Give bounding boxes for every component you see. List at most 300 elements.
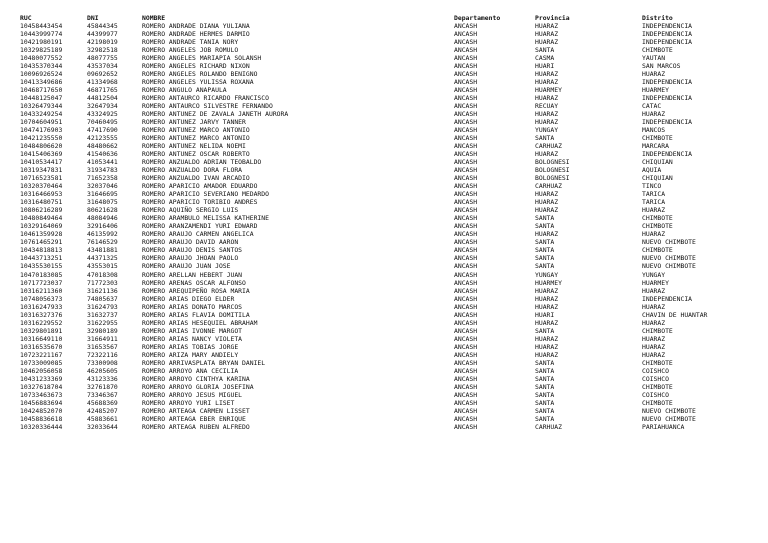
cell-dni: 71652358: [87, 174, 118, 183]
cell-nombre: ROMERO ARIZA MARY ANDIELY: [142, 350, 239, 359]
cell-provincia: SANTA: [535, 134, 555, 143]
cell-provincia: HUARI: [535, 310, 555, 319]
cell-provincia: HUARMEY: [535, 278, 562, 287]
cell-dni: 41334968: [87, 78, 118, 87]
cell-departamento: ANCASH: [454, 334, 478, 343]
cell-ruc: 10448125047: [20, 94, 63, 103]
cell-dni: 32037046: [87, 182, 118, 191]
cell-departamento: ANCASH: [454, 22, 478, 31]
cell-provincia: HUARAZ: [535, 342, 559, 351]
cell-dni: 74805637: [87, 294, 118, 303]
cell-departamento: ANCASH: [454, 86, 478, 95]
cell-dni: 31648075: [87, 198, 118, 207]
cell-ruc: 10474176903: [20, 126, 63, 135]
cell-ruc: 10458836618: [20, 414, 63, 423]
cell-distrito: HUARAZ: [642, 342, 666, 351]
cell-departamento: ANCASH: [454, 142, 478, 151]
cell-provincia: HUARAZ: [535, 30, 559, 39]
cell-ruc: 10470183085: [20, 270, 63, 279]
table-row: [20, 38, 762, 46]
header-distrito: Distrito: [642, 14, 673, 22]
cell-provincia: HUARAZ: [535, 230, 559, 239]
table-row: [20, 166, 762, 174]
cell-departamento: ANCASH: [454, 46, 478, 55]
cell-departamento: ANCASH: [454, 54, 478, 63]
cell-dni: 72322116: [87, 350, 118, 359]
cell-provincia: SANTA: [535, 222, 555, 231]
cell-distrito: CHIMBOTE: [642, 326, 673, 335]
cell-nombre: ROMERO ARIAS FLAVIA DOMITILA: [142, 310, 250, 319]
cell-provincia: YUNGAY: [535, 126, 559, 135]
cell-nombre: ROMERO ANTAURCO SILVESTRE FERNANDO: [142, 102, 273, 111]
table-row: [20, 279, 762, 287]
cell-nombre: ROMERO ANGULO ANAPAULA: [142, 86, 227, 95]
cell-ruc: 10456883694: [20, 398, 63, 407]
cell-ruc: 10806216289: [20, 206, 63, 215]
records-table: [20, 14, 762, 431]
cell-ruc: 10319347831: [20, 166, 63, 175]
cell-departamento: ANCASH: [454, 38, 478, 47]
cell-provincia: BOLOGNESI: [535, 174, 570, 183]
cell-distrito: HUARAZ: [642, 302, 666, 311]
cell-distrito: CHIMBOTE: [642, 214, 673, 223]
cell-departamento: ANCASH: [454, 286, 478, 295]
table-row: [20, 238, 762, 246]
cell-ruc: 10327618704: [20, 382, 63, 391]
cell-distrito: SAN MARCOS: [642, 62, 681, 71]
cell-provincia: HUARAZ: [535, 38, 559, 47]
cell-nombre: ROMERO AREQUIPEÑO ROSA MARIA: [142, 286, 250, 295]
cell-nombre: ROMERO ARIAS TOBIAS JORGE: [142, 342, 239, 351]
cell-distrito: INDEPENDENCIA: [642, 150, 693, 159]
cell-provincia: HUARAZ: [535, 334, 559, 343]
cell-distrito: HUARAZ: [642, 334, 666, 343]
cell-distrito: MARCARA: [642, 142, 669, 151]
cell-departamento: ANCASH: [454, 406, 478, 415]
cell-departamento: ANCASH: [454, 294, 478, 303]
table-row: [20, 102, 762, 110]
cell-nombre: ROMERO AQUIÑO SERGIO LUIS: [142, 206, 239, 215]
table-row: [20, 303, 762, 311]
cell-ruc: 10316211360: [20, 286, 63, 295]
cell-departamento: ANCASH: [454, 246, 478, 255]
cell-departamento: ANCASH: [454, 30, 478, 39]
cell-departamento: ANCASH: [454, 78, 478, 87]
table-row: [20, 78, 762, 86]
cell-distrito: INDEPENDENCIA: [642, 94, 693, 103]
cell-ruc: 10458443454: [20, 22, 63, 31]
cell-dni: 31653567: [87, 342, 118, 351]
cell-provincia: HUARAZ: [535, 22, 559, 31]
cell-provincia: HUARAZ: [535, 150, 559, 159]
cell-provincia: SANTA: [535, 358, 555, 367]
header-nombre: NOMBRE: [142, 14, 166, 22]
table-row: [20, 230, 762, 238]
cell-ruc: 10421235550: [20, 134, 63, 143]
cell-departamento: ANCASH: [454, 62, 478, 71]
table-row: [20, 407, 762, 415]
cell-provincia: HUARAZ: [535, 302, 559, 311]
cell-nombre: ROMERO ARAUJO JUAN JOSE: [142, 262, 231, 271]
cell-distrito: CHIMBOTE: [642, 398, 673, 407]
table-row: [20, 30, 762, 38]
cell-departamento: ANCASH: [454, 118, 478, 127]
cell-distrito: COISHCO: [642, 390, 669, 399]
table-row: [20, 94, 762, 102]
cell-ruc: 10704604951: [20, 118, 63, 127]
cell-distrito: CHIMBOTE: [642, 358, 673, 367]
cell-distrito: YUNGAY: [642, 270, 666, 279]
table-row: [20, 271, 762, 279]
cell-provincia: HUARAZ: [535, 78, 559, 87]
table-row: [20, 86, 762, 94]
table-row: [20, 399, 762, 407]
cell-nombre: ROMERO APARICIO TORIBIO ANDRES: [142, 198, 258, 207]
cell-nombre: ROMERO ARAMBULO MELISSA KATHERINE: [142, 214, 269, 223]
cell-provincia: SANTA: [535, 214, 555, 223]
cell-dni: 31622955: [87, 318, 118, 327]
header-ruc: RUC: [20, 14, 32, 22]
cell-nombre: ROMERO ARIAS DIEGO ELDER: [142, 294, 235, 303]
cell-provincia: CARHUAZ: [535, 182, 562, 191]
cell-nombre: ROMERO ANGELES YULISSA ROXANA: [142, 78, 254, 87]
table-row: [20, 319, 762, 327]
table-row: [20, 375, 762, 383]
table-row: [20, 246, 762, 254]
cell-dni: 48077755: [87, 54, 118, 63]
cell-nombre: ROMERO ANTUNEZ NELIDA NOEMI: [142, 142, 246, 151]
cell-nombre: ROMERO ANGELES JOB ROMULO: [142, 46, 239, 55]
cell-nombre: ROMERO ARRIVASPLATA BRYAN DANIEL: [142, 358, 266, 367]
table-row: [20, 343, 762, 351]
table-row: [20, 206, 762, 214]
cell-ruc: 10435530155: [20, 262, 63, 271]
cell-departamento: ANCASH: [454, 126, 478, 135]
cell-ruc: 10431233369: [20, 374, 63, 383]
cell-dni: 41053441: [87, 158, 118, 167]
cell-dni: 41540636: [87, 150, 118, 159]
cell-distrito: INDEPENDENCIA: [642, 38, 693, 47]
cell-provincia: HUARAZ: [535, 70, 559, 79]
cell-provincia: SANTA: [535, 406, 555, 415]
cell-departamento: ANCASH: [454, 190, 478, 199]
cell-departamento: ANCASH: [454, 342, 478, 351]
cell-provincia: HUARAZ: [535, 198, 559, 207]
cell-distrito: NUEVO CHIMBOTE: [642, 254, 696, 263]
cell-dni: 31646695: [87, 190, 118, 199]
table-row: [20, 254, 762, 262]
table-row: [20, 335, 762, 343]
cell-dni: 48480662: [87, 142, 118, 151]
table-row: [20, 287, 762, 295]
cell-dni: 76146529: [87, 238, 118, 247]
cell-nombre: ROMERO ANDRADE DIANA YULIANA: [142, 22, 250, 31]
cell-provincia: CARHUAZ: [535, 142, 562, 151]
cell-nombre: ROMERO ARIAS NANCY VIOLETA: [142, 334, 243, 343]
cell-dni: 46871765: [87, 86, 118, 95]
cell-departamento: ANCASH: [454, 422, 478, 431]
cell-ruc: 10413349686: [20, 78, 63, 87]
cell-provincia: SANTA: [535, 414, 555, 423]
cell-ruc: 10326479344: [20, 102, 63, 111]
cell-dni: 70460495: [87, 118, 118, 127]
header-row: [20, 14, 762, 22]
cell-nombre: ROMERO ANTUNEZ OSCAR ROBERTO: [142, 150, 250, 159]
cell-distrito: NUEVO CHIMBOTE: [642, 238, 696, 247]
cell-dni: 45688369: [87, 398, 118, 407]
table-row: [20, 198, 762, 206]
cell-departamento: ANCASH: [454, 374, 478, 383]
cell-dni: 31621136: [87, 286, 118, 295]
cell-dni: 45883661: [87, 414, 118, 423]
cell-dni: 45844345: [87, 22, 118, 31]
cell-departamento: ANCASH: [454, 102, 478, 111]
cell-departamento: ANCASH: [454, 382, 478, 391]
cell-ruc: 10434818813: [20, 246, 63, 255]
cell-departamento: ANCASH: [454, 206, 478, 215]
table-row: [20, 367, 762, 375]
table-row: [20, 262, 762, 270]
cell-ruc: 10415406369: [20, 150, 63, 159]
cell-provincia: HUARAZ: [535, 118, 559, 127]
cell-dni: 32033644: [87, 422, 118, 431]
cell-ruc: 10761465291: [20, 238, 63, 247]
cell-distrito: TARICA: [642, 198, 666, 207]
cell-nombre: ROMERO ANTUNEZ MARCO ANTONIO: [142, 126, 250, 135]
cell-provincia: HUARAZ: [535, 350, 559, 359]
table-row: [20, 134, 762, 142]
cell-ruc: 10329825189: [20, 46, 63, 55]
cell-nombre: ROMERO ARANZAMENDI YURI EDWARD: [142, 222, 258, 231]
cell-ruc: 10320370464: [20, 182, 63, 191]
cell-distrito: CHAVIN DE HUANTAR: [642, 310, 708, 319]
cell-nombre: ROMERO ARROYO GLORIA JOSEFINA: [142, 382, 254, 391]
cell-provincia: HUARAZ: [535, 206, 559, 215]
cell-ruc: 10443713251: [20, 254, 63, 263]
cell-distrito: CHIQUIAN: [642, 174, 673, 183]
cell-nombre: ROMERO APARICIO SEVERIANO MEDARDO: [142, 190, 269, 199]
cell-departamento: ANCASH: [454, 110, 478, 119]
cell-provincia: SANTA: [535, 366, 555, 375]
cell-departamento: ANCASH: [454, 174, 478, 183]
cell-provincia: HUARAZ: [535, 318, 559, 327]
table-row: [20, 351, 762, 359]
cell-departamento: ANCASH: [454, 222, 478, 231]
cell-nombre: ROMERO ARAUJO DAVID AARON: [142, 238, 239, 247]
cell-nombre: ROMERO ARROYO JESUS MIGUEL: [142, 390, 243, 399]
cell-dni: 46205605: [87, 366, 118, 375]
table-row: [20, 295, 762, 303]
cell-ruc: 10716523581: [20, 174, 63, 183]
cell-departamento: ANCASH: [454, 134, 478, 143]
cell-ruc: 10433249254: [20, 110, 63, 119]
cell-dni: 42123555: [87, 134, 118, 143]
cell-dni: 42485207: [87, 406, 118, 415]
table-header: [20, 14, 762, 22]
cell-nombre: ROMERO ANGELES ROLANDO BENIGNO: [142, 70, 258, 79]
table-row: [20, 110, 762, 118]
header-provincia: Provincia: [535, 14, 570, 22]
table-row: [20, 70, 762, 78]
cell-nombre: ROMERO ANZUALDO IVAN ARCADIO: [142, 174, 250, 183]
table-row: [20, 359, 762, 367]
table-row: [20, 383, 762, 391]
cell-departamento: ANCASH: [454, 198, 478, 207]
cell-nombre: ROMERO ARIAS IVONNE MARGOT: [142, 326, 243, 335]
cell-distrito: TINCO: [642, 182, 662, 191]
cell-distrito: HUARAZ: [642, 206, 666, 215]
cell-dni: 32980189: [87, 326, 118, 335]
cell-dni: 47018308: [87, 270, 118, 279]
table-row: [20, 126, 762, 134]
cell-dni: 32982518: [87, 46, 118, 55]
cell-distrito: YAUTAN: [642, 54, 666, 63]
table-row: [20, 22, 762, 30]
cell-ruc: 10316247933: [20, 302, 63, 311]
table-row: [20, 214, 762, 222]
cell-ruc: 10723221167: [20, 350, 63, 359]
cell-dni: 44371325: [87, 254, 118, 263]
cell-nombre: ROMERO ARIAS HESEQUIEL ABRAHAM: [142, 318, 258, 327]
cell-departamento: ANCASH: [454, 182, 478, 191]
cell-distrito: CHIMBOTE: [642, 382, 673, 391]
cell-dni: 42198019: [87, 38, 118, 47]
cell-distrito: COISHCO: [642, 366, 669, 375]
cell-ruc: 10424852070: [20, 406, 63, 415]
cell-distrito: HUARAZ: [642, 230, 666, 239]
cell-provincia: SANTA: [535, 390, 555, 399]
cell-nombre: ROMERO ANZUALDO ADRIAN TEOBALDO: [142, 158, 262, 167]
table-row: [20, 190, 762, 198]
cell-provincia: HUARAZ: [535, 190, 559, 199]
cell-provincia: CASMA: [535, 54, 555, 63]
cell-departamento: ANCASH: [454, 278, 478, 287]
cell-ruc: 10480849464: [20, 214, 63, 223]
cell-distrito: COISHCO: [642, 374, 669, 383]
cell-provincia: SANTA: [535, 46, 555, 55]
cell-distrito: CATAC: [642, 102, 662, 111]
cell-distrito: HUARAZ: [642, 110, 666, 119]
cell-distrito: HUARAZ: [642, 286, 666, 295]
cell-nombre: ROMERO ARELLAN HEBERT JUAN: [142, 270, 243, 279]
cell-distrito: MANCOS: [642, 126, 666, 135]
cell-dni: 44399977: [87, 30, 118, 39]
cell-dni: 43553015: [87, 262, 118, 271]
cell-nombre: ROMERO ANGELES MARIAPIA SOLANSH: [142, 54, 262, 63]
cell-ruc: 10316480751: [20, 198, 63, 207]
cell-nombre: ROMERO ANTUNEZ JARVY TANNER: [142, 118, 246, 127]
cell-dni: 46135992: [87, 230, 118, 239]
cell-dni: 32916406: [87, 222, 118, 231]
cell-departamento: ANCASH: [454, 414, 478, 423]
cell-distrito: TARICA: [642, 190, 666, 199]
table-row: [20, 62, 762, 70]
cell-distrito: CHIMBOTE: [642, 222, 673, 231]
cell-nombre: ROMERO ANTUNEZ DE ZAVALA JANETH AURORA: [142, 110, 289, 119]
cell-distrito: CHIMBOTE: [642, 46, 673, 55]
cell-ruc: 10462056058: [20, 366, 63, 375]
cell-distrito: INDEPENDENCIA: [642, 22, 693, 31]
cell-dni: 48084946: [87, 214, 118, 223]
cell-departamento: ANCASH: [454, 310, 478, 319]
cell-ruc: 10320336444: [20, 422, 63, 431]
cell-ruc: 10329164069: [20, 222, 63, 231]
cell-ruc: 10748056373: [20, 294, 63, 303]
cell-nombre: ROMERO ANGELES RICHARD NIXON: [142, 62, 250, 71]
cell-dni: 80621628: [87, 206, 118, 215]
cell-departamento: ANCASH: [454, 398, 478, 407]
cell-departamento: ANCASH: [454, 150, 478, 159]
cell-dni: 31624793: [87, 302, 118, 311]
cell-dni: 43324925: [87, 110, 118, 119]
cell-ruc: 10096926524: [20, 70, 63, 79]
cell-provincia: HUARAZ: [535, 294, 559, 303]
cell-ruc: 10733463673: [20, 390, 63, 399]
cell-nombre: ROMERO APARICIO AMADOR EDUARDO: [142, 182, 258, 191]
cell-dni: 44812504: [87, 94, 118, 103]
cell-nombre: ROMERO ARROYO YURI LISET: [142, 398, 235, 407]
cell-dni: 73346367: [87, 390, 118, 399]
table-row: [20, 142, 762, 150]
table-row: [20, 415, 762, 423]
cell-departamento: ANCASH: [454, 390, 478, 399]
cell-departamento: ANCASH: [454, 238, 478, 247]
table-row: [20, 222, 762, 230]
cell-ruc: 10717723037: [20, 278, 63, 287]
table-row: [20, 174, 762, 182]
cell-provincia: SANTA: [535, 374, 555, 383]
cell-ruc: 10733009085: [20, 358, 63, 367]
cell-nombre: ROMERO ANDRADE HERMES DARMIO: [142, 30, 250, 39]
table-body: [20, 22, 762, 431]
cell-departamento: ANCASH: [454, 270, 478, 279]
table-row: [20, 158, 762, 166]
cell-ruc: 10484806620: [20, 142, 63, 151]
cell-nombre: ROMERO ARAUJO DENIS SANTOS: [142, 246, 243, 255]
cell-dni: 43123336: [87, 374, 118, 383]
cell-departamento: ANCASH: [454, 230, 478, 239]
cell-dni: 09692652: [87, 70, 118, 79]
table-row: [20, 327, 762, 335]
cell-distrito: INDEPENDENCIA: [642, 78, 693, 87]
cell-nombre: ROMERO ARENAS OSCAR ALFONSO: [142, 278, 246, 287]
cell-distrito: INDEPENDENCIA: [642, 30, 693, 39]
cell-ruc: 10421980191: [20, 38, 63, 47]
cell-nombre: ROMERO ARTEAGA RUBEN ALFREDO: [142, 422, 250, 431]
cell-provincia: RECUAY: [535, 102, 559, 111]
cell-provincia: HUARMEY: [535, 86, 562, 95]
cell-dni: 31934783: [87, 166, 118, 175]
cell-departamento: ANCASH: [454, 214, 478, 223]
cell-nombre: ROMERO ANTUNEZ MARCO ANTONIO: [142, 134, 250, 143]
cell-ruc: 10435370344: [20, 62, 63, 71]
cell-distrito: HUARAZ: [642, 350, 666, 359]
cell-distrito: HUARMEY: [642, 86, 669, 95]
cell-provincia: HUARAZ: [535, 94, 559, 103]
table-row: [20, 182, 762, 190]
cell-ruc: 10316535670: [20, 342, 63, 351]
cell-dni: 32761870: [87, 382, 118, 391]
cell-nombre: ROMERO ARIAS DONATO MARCOS: [142, 302, 243, 311]
cell-provincia: YUNGAY: [535, 270, 559, 279]
table-row: [20, 391, 762, 399]
cell-dni: 71772303: [87, 278, 118, 287]
cell-distrito: HUARAZ: [642, 70, 666, 79]
cell-ruc: 10480077552: [20, 54, 63, 63]
cell-distrito: AQUIA: [642, 166, 662, 175]
cell-provincia: SANTA: [535, 398, 555, 407]
cell-dni: 32647934: [87, 102, 118, 111]
